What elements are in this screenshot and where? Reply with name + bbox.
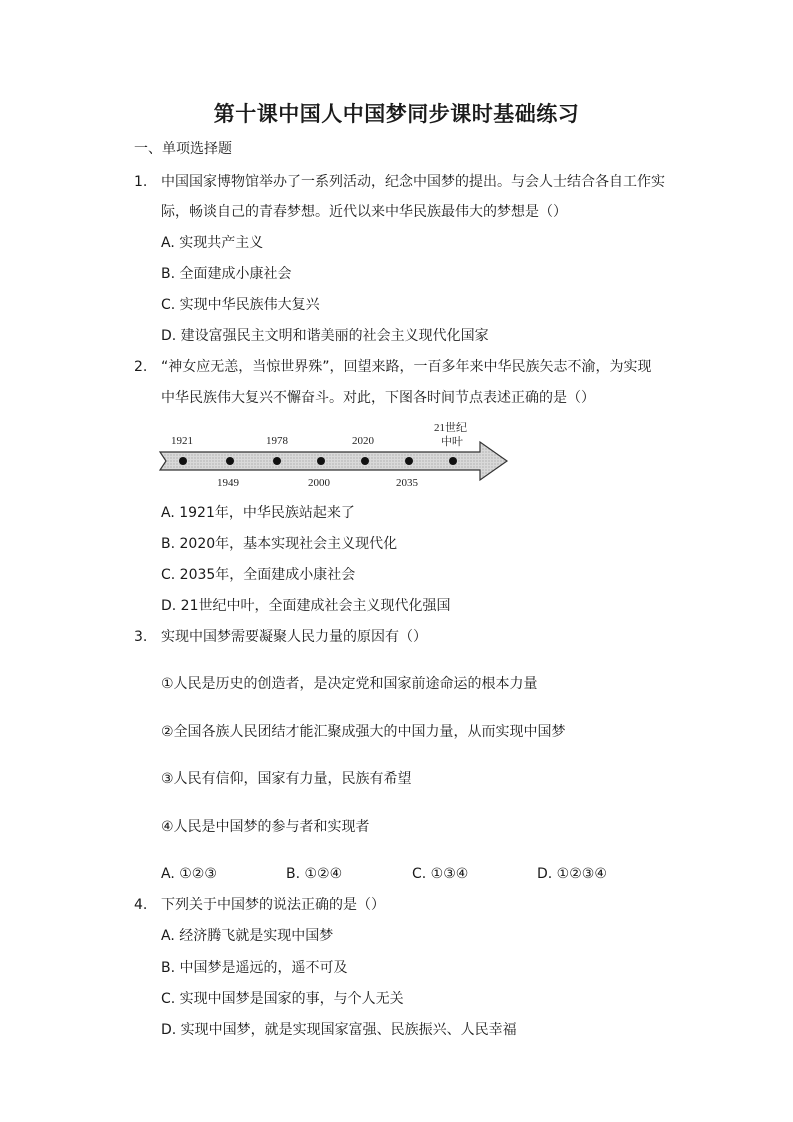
question-3-statement-2: ②全国各族人民团结才能汇聚成强大的中国力量，从而实现中国梦	[161, 724, 566, 740]
question-2-option-a[interactable]: A. 1921年，中华民族站起来了	[161, 505, 355, 521]
timeline-label-1978: 1978	[266, 435, 288, 447]
timeline-point	[361, 457, 369, 465]
question-1-number: 1.	[134, 174, 148, 190]
question-4-option-a[interactable]: A. 经济腾飞就是实现中国梦	[161, 928, 334, 944]
timeline-label-2000: 2000	[308, 477, 330, 489]
question-2-line-1: “神女应无恙，当惊世界殊”，回望来路，一百多年来中华民族矢志不渝，为实现	[161, 359, 652, 375]
timeline-point	[179, 457, 187, 465]
question-3-option-b[interactable]: B. ①②④	[286, 866, 343, 882]
question-3-option-d[interactable]: D. ①②③④	[537, 866, 607, 882]
question-3-number: 3.	[134, 629, 148, 645]
question-3-statement-1: ①人民是历史的创造者，是决定党和国家前途命运的根本力量	[161, 676, 538, 692]
question-4-number: 4.	[134, 897, 148, 913]
timeline-label-21st-century: 21世纪	[434, 422, 467, 434]
question-3-statement-3: ③人民有信仰，国家有力量，民族有希望	[161, 771, 412, 787]
question-2-line-2: 中华民族伟大复兴不懈奋斗。对此，下图各时间节点表述正确的是（）	[161, 390, 595, 406]
timeline-point	[273, 457, 281, 465]
question-2-option-c[interactable]: C. 2035年，全面建成小康社会	[161, 567, 356, 583]
question-4-option-c[interactable]: C. 实现中国梦是国家的事，与个人无关	[161, 991, 404, 1007]
timeline-point	[449, 457, 457, 465]
timeline-point	[405, 457, 413, 465]
timeline-point	[226, 457, 234, 465]
question-2-option-d[interactable]: D. 21世纪中叶，全面建成社会主义现代化强国	[161, 598, 451, 614]
timeline-label-2035: 2035	[396, 477, 418, 489]
question-4-option-b[interactable]: B. 中国梦是遥远的，遥不可及	[161, 960, 348, 976]
question-1-option-b[interactable]: B. 全面建成小康社会	[161, 266, 292, 282]
timeline-diagram	[158, 418, 514, 494]
question-1-line-1: 中国国家博物馆举办了一系列活动，纪念中国梦的提出。与会人士结合各自工作实	[161, 174, 665, 190]
question-1-line-2: 际，畅谈自己的青春梦想。近代以来中华民族最伟大的梦想是（）	[161, 204, 567, 220]
question-3-option-c[interactable]: C. ①③④	[412, 866, 469, 882]
timeline-label-mid: 中叶	[441, 436, 463, 448]
question-1-option-c[interactable]: C. 实现中华民族伟大复兴	[161, 297, 320, 313]
question-4-option-d[interactable]: D. 实现中国梦，就是实现国家富强、民族振兴、人民幸福	[161, 1022, 517, 1038]
timeline-label-1921: 1921	[171, 435, 193, 447]
question-2-option-b[interactable]: B. 2020年，基本实现社会主义现代化	[161, 536, 398, 552]
question-2-number: 2.	[134, 359, 148, 375]
question-3-option-a[interactable]: A. ①②③	[161, 866, 217, 882]
question-1-option-d[interactable]: D. 建设富强民主文明和谐美丽的社会主义现代化国家	[161, 328, 489, 344]
section-heading: 一、单项选择题	[134, 141, 232, 157]
question-1-option-a[interactable]: A. 实现共产主义	[161, 235, 264, 251]
page-title: 第十课中国人中国梦同步课时基础练习	[213, 101, 580, 126]
question-4-line-1: 下列关于中国梦的说法正确的是（）	[161, 897, 385, 913]
timeline-label-2020: 2020	[352, 435, 374, 447]
timeline-label-1949: 1949	[217, 477, 239, 489]
question-3-line-1: 实现中国梦需要凝聚人民力量的原因有（）	[161, 629, 427, 645]
question-3-statement-4: ④人民是中国梦的参与者和实现者	[161, 819, 370, 835]
timeline-point	[317, 457, 325, 465]
